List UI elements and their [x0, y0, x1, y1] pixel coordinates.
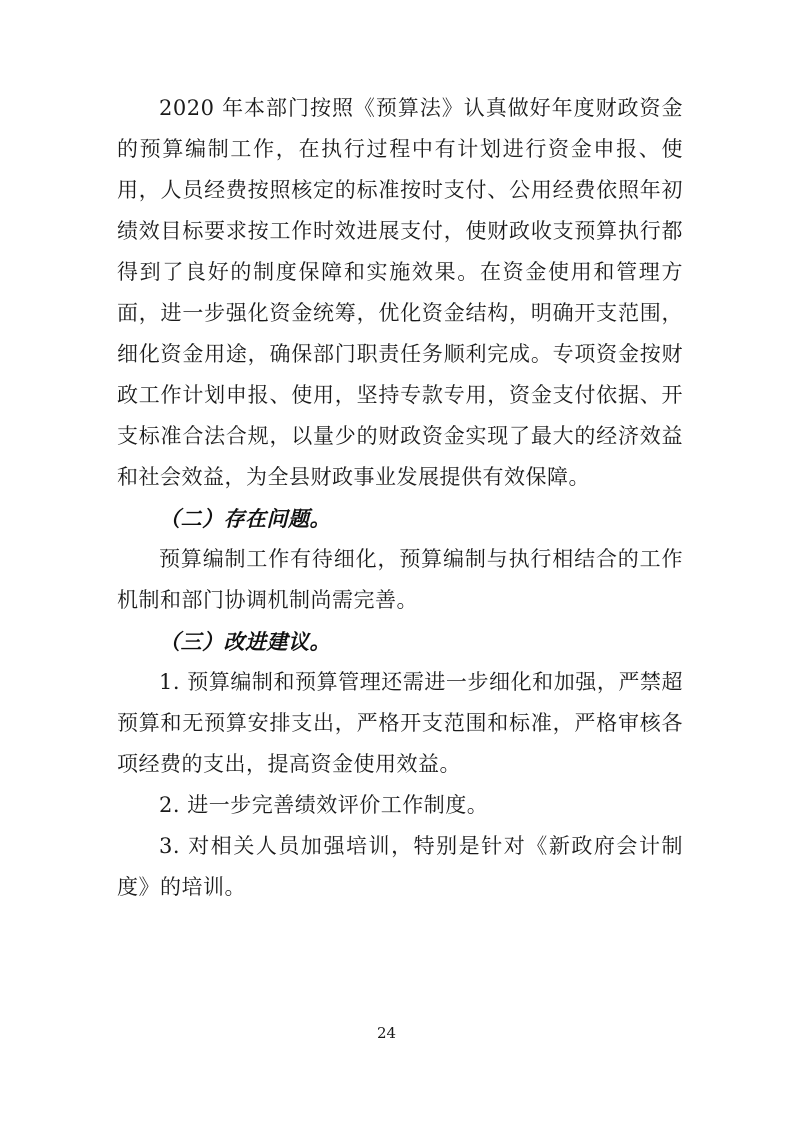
- page-number-footer: [0, 1024, 793, 1042]
- document-body: [117, 88, 683, 908]
- page-number-value: 24: [376, 1024, 397, 1042]
- paragraph-budget-execution: 2020 年本部门按照《预算法》认真做好年度财政资金的预算编制工作，在执行过程中有计划进行资金申报、使用，人员经费按照核定的标准按时支付、公用经费依照年初绩效目标要求按工作时效进展支付，使财政收支预算执行都得到了良好的制度保障和实施效果。在资金使用和管理方面，进一步强化资金统筹，优化资金结构，明确开支范围，细化资金用途，确保部门职责任务顺利完成。专项资金按财政工作计划申报、使用，坚持专款专用，资金支付依据、开支标准合法合规，以量少的财政资金实现了最大的经济效益和社会效益，为全县财政事业发展提供有效保障。: [117, 96, 683, 489]
- paragraph-suggestion-1: 1. 预算编制和预算管理还需进一步细化和加强，严禁超预算和无预算安排支出，严格开支范围和标准，严格审核各项经费的支出，提高资金使用效益。: [117, 670, 683, 776]
- paragraph-suggestion-3: 3. 对相关人员加强培训，特别是针对《新政府会计制度》的培训。: [117, 834, 683, 899]
- heading-existing-problems: （二）存在问题。: [159, 506, 331, 531]
- paragraph-suggestion-2: 2. 进一步完善绩效评价工作制度。: [159, 793, 489, 817]
- paragraph-existing-problems: 预算编制工作有待细化，预算编制与执行相结合的工作机制和部门协调机制尚需完善。: [117, 547, 683, 612]
- heading-improvement-suggestions: （三）改进建议。: [159, 629, 331, 654]
